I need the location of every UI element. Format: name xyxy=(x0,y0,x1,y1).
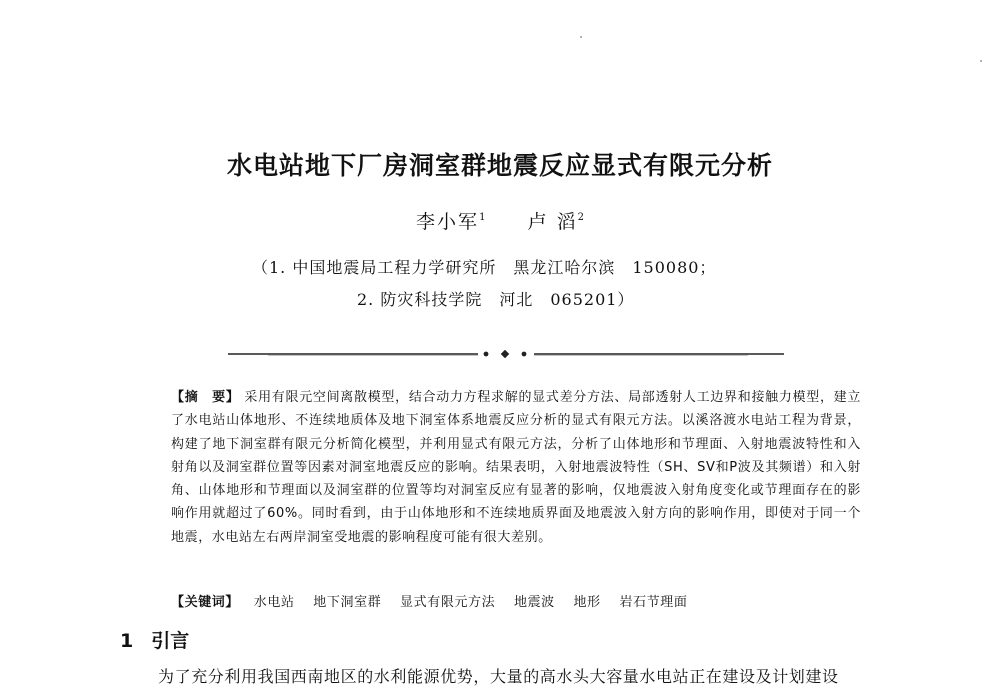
author-affil-mark: 2 xyxy=(577,212,584,223)
ornamental-divider xyxy=(228,350,784,358)
divider-dot xyxy=(484,352,489,357)
keyword: 地形 xyxy=(573,595,601,610)
divider-dot xyxy=(522,352,527,357)
abstract-text: 采用有限元空间离散模型，结合动力方程求解的显式差分方法、局部透射人工边界和接触力模型，建立了水电站山体地形、不连续地质体及地下洞室体系地震反应分析的显式有限元方法。以溪洛渡水电站工程为背景，构建了地下洞室群有限元分析简化模型，并利用显式有限元方法，分析了山体地形和节理面、入射地震波特性和入射角以及洞室群位置等因素对洞室地震反应的影响。结果表明，入射地震波特性（SH、SV和P波及其频谱）和入射角、山体地形和节理面以及洞室群的位置等均对洞室反应有显著的影响，仅地震波入射角度变化或节理面存在的影响作用就超过了60%。同时看到，由于山体地形和不连续地质界面及地震波入射方向的影响作用，即使对于同一个地震，水电站左右两岸洞室受地震的影响程度可能有很大差别。 xyxy=(171,390,861,545)
author-affil-mark: 1 xyxy=(479,212,486,223)
affiliation-line-1: （1. 中国地震局工程力学研究所 黑龙江哈尔滨 150080； xyxy=(252,258,717,277)
keywords-label: 【关键词】 xyxy=(171,595,240,610)
keywords-block xyxy=(171,591,861,610)
scan-speck xyxy=(980,60,982,62)
keyword: 岩石节理面 xyxy=(619,595,688,610)
body-paragraph-line: 为了充分利用我国西南地区的水利能源优势，大量的高水头大容量水电站正在建设及计划建设 xyxy=(158,667,839,686)
author-name: 李小军 xyxy=(416,211,480,233)
paper-title: 水电站地下厂房洞室群地震反应显式有限元分析 xyxy=(226,151,773,180)
divider-diamond xyxy=(501,350,509,358)
keyword: 地震波 xyxy=(513,595,555,610)
keyword: 水电站 xyxy=(253,595,295,610)
keyword: 显式有限元方法 xyxy=(400,595,496,610)
keyword: 地下洞室群 xyxy=(313,595,382,610)
scan-speck xyxy=(580,36,582,38)
author-name: 卢 滔 xyxy=(527,211,578,233)
author-line xyxy=(0,207,1000,234)
cropped-next-line xyxy=(158,692,918,700)
section-title: 引言 xyxy=(151,630,190,652)
section-number: 1 xyxy=(120,630,134,652)
abstract-label: 【摘 要】 xyxy=(171,390,240,405)
affiliation-line-2: 2. 防灾科技学院 河北 065201） xyxy=(357,290,635,309)
section-heading xyxy=(120,626,189,653)
abstract-block xyxy=(171,386,861,549)
